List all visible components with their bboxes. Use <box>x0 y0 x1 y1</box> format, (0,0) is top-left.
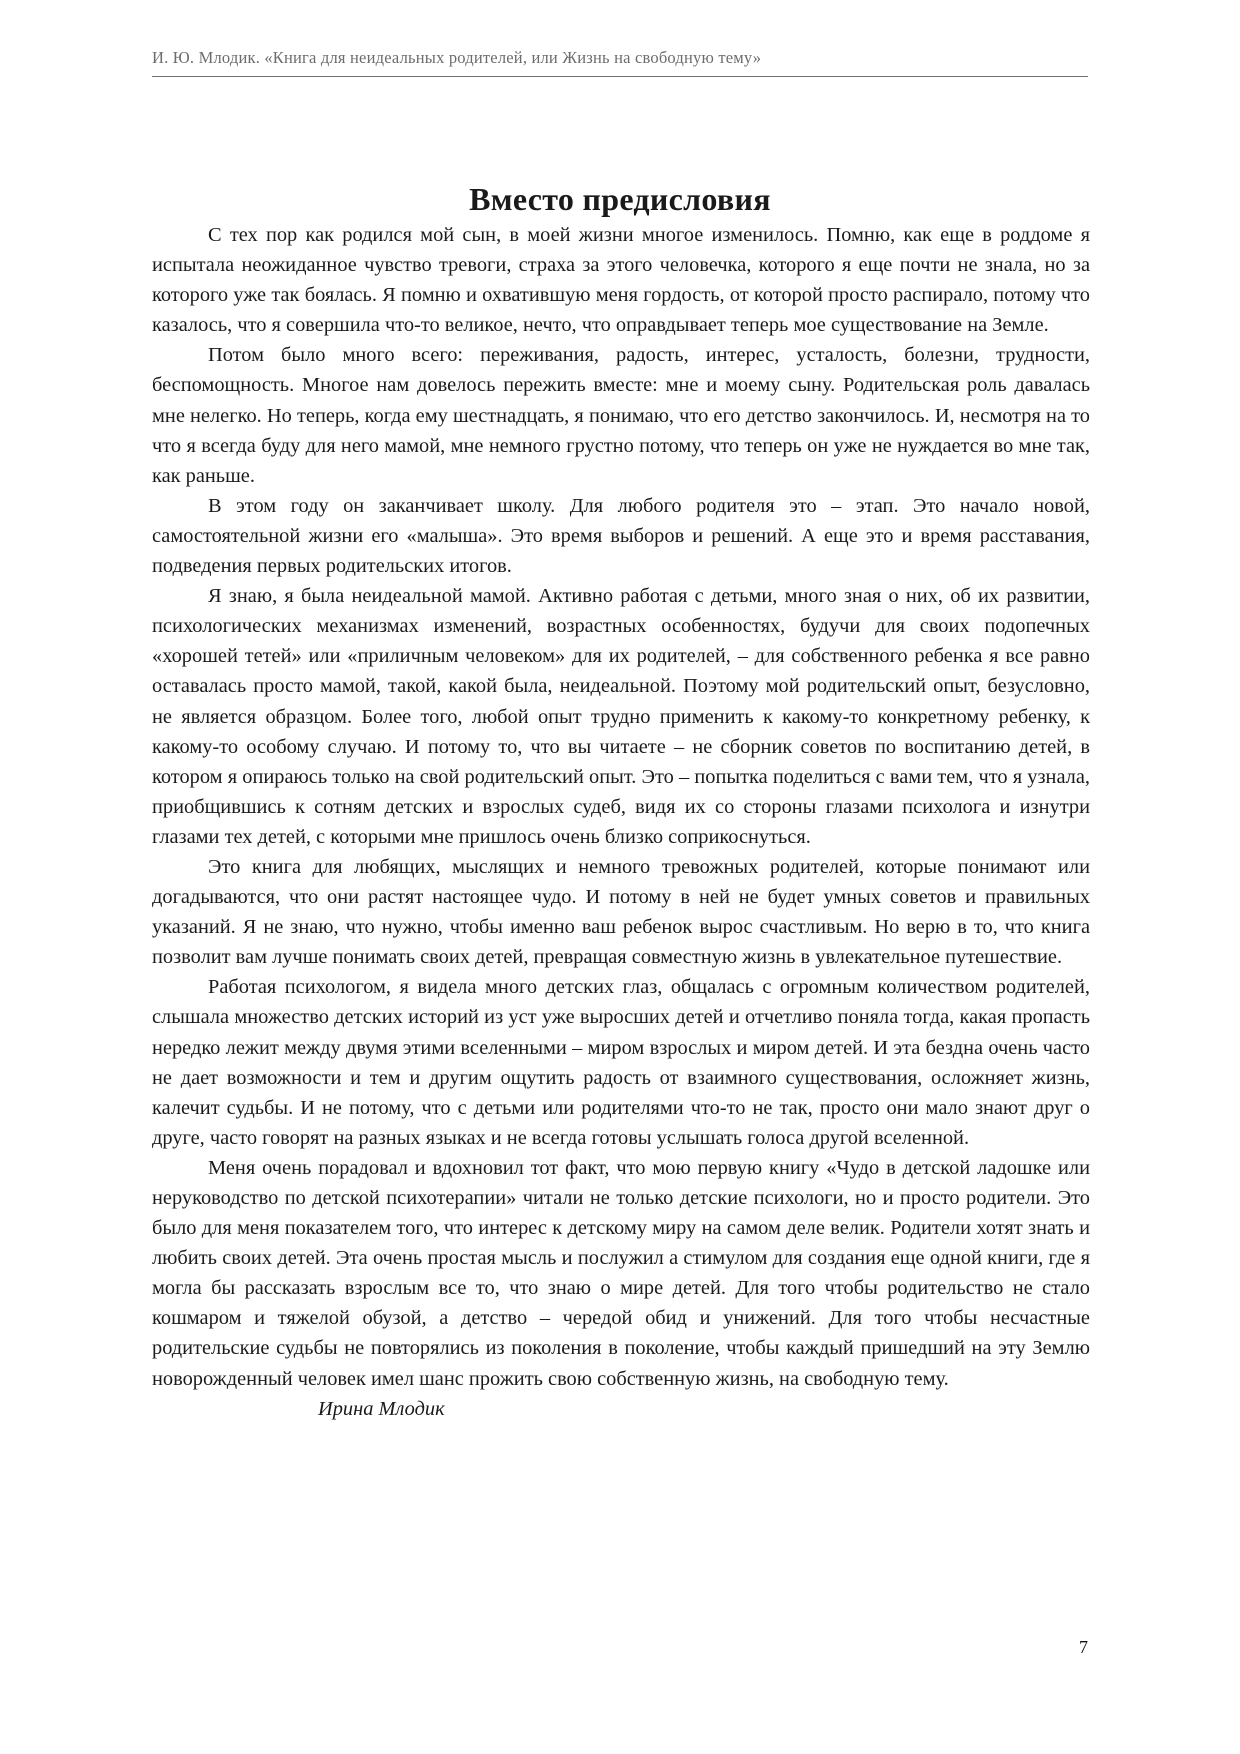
paragraph: Это книга для любящих, мыслящих и немного тревожных родителей, которые понимают или догадываются, что они растят настоящее чудо. И потому в ней не будет умных советов и правильных указаний. Я не знаю, что нужно, чтобы именно ваш ребенок вырос счастливым. Но верю в то, что книга позволит вам лучше понимать своих детей, превращая совместную жизнь в увлекательное путешествие. <box>152 855 1090 969</box>
page-title: Вместо предисловия <box>469 181 771 218</box>
paragraph: Потом было много всего: переживания, радость, интерес, усталость, болезни, трудности, беспомощность. Многое нам довелось пережить вместе: мне и моему сыну. Родительская роль давалась мне нелегко. Но теперь, когда ему шестнадцать, я понимаю, что его детство закончилось. И, несмотря на то что я всегда буду для него мамой, мне немного грустно потому, что теперь он уже не нуждается во мне так, как раньше. <box>152 344 1090 487</box>
author-signature: Ирина Млодик <box>318 1397 445 1420</box>
paragraph: Я знаю, я была неидеальной мамой. Активно работая с детьми, много зная о них, об их развитии, психологических механизмах изменений, возрастных особенностях, будучи для своих подопечных «хорошей тетей» или «приличным человеком» для их родителей, – для собственного ребенка я все равно оставалась просто мамой, такой, какой была, неидеальной. Поэтому мой родительский опыт, безусловно, не является образцом. Более того, любой опыт трудно применить к какому-то конкретному ребенку, к какому-то особому случаю. И потому то, что вы читаете – не сборник советов по воспитанию детей, в котором я опираюсь только на свой родительский опыт. Это – попытка поделиться с вами тем, что я узнала, приобщившись к сотням детских и взрослых судеб, видя их со стороны глазами психолога и изнутри глазами тех детей, с которыми мне пришлось очень близко соприкоснуться. <box>152 585 1090 848</box>
page-number: 7 <box>1079 1637 1088 1657</box>
paragraph: Меня очень порадовал и вдохновил тот факт, что мою первую книгу «Чудо в детской ладошке или неруководство по детской психотерапии» читали не только детские психологи, но и просто родители. Это было для меня показателем того, что интерес к детскому миру на самом деле велик. Родители хотят знать и любить своих детей. Эта очень простая мысль и послужил а стимулом для создания еще одной книги, где я могла бы рассказать взрослым все то, что знаю о мире детей. Для того чтобы родительство не стало кошмаром и тяжелой обузой, а детство – чередой обид и унижений. Для того чтобы несчастные родительские судьбы не повторялись из поколения в поколение, чтобы каждый пришедший на эту Землю новорожденный человек имел шанс прожить свою собственную жизнь, на свободную тему. <box>152 1156 1090 1390</box>
header-rule <box>152 76 1088 77</box>
paragraph: С тех пор как родился мой сын, в моей жизни многое изменилось. Помню, как еще в роддоме я испытала неожиданное чувство тревоги, страха за этого человечка, которого я еще почти не знала, но за которого уже так боялась. Я помню и охватившую меня гордость, от которой просто распирало, потому что казалось, что я совершила что-то великое, нечто, что оправдывает теперь мое существование на Земле. <box>152 224 1090 337</box>
paragraph: Работая психологом, я видела много детских глаз, общалась с огромным количеством родителей, слышала множество детских историй из уст уже выросших детей и отчетливо поняла тогда, какая пропасть нередко лежит между двумя этими вселенными – миром взрослых и миром детей. И эта бездна очень часто не дает возможности и тем и другим ощутить радость от взаимного существования, осложняет жизнь, калечит судьбы. И не потому, что с детьми или родителями что-то не так, просто они мало знают друг о друге, часто говорят на разных языках и не всегда готовы услышать голоса другой вселенной. <box>152 976 1090 1149</box>
running-head: И. Ю. Млодик. «Книга для неидеальных родителей, или Жизнь на свободную тему» <box>152 48 762 67</box>
body-text <box>152 220 1090 1424</box>
paragraph: В этом году он заканчивает школу. Для любого родителя это – этап. Это начало новой, самостоятельной жизни его «малыша». Это время выборов и решений. А еще это и время расставания, подведения первых родительских итогов. <box>152 494 1090 578</box>
